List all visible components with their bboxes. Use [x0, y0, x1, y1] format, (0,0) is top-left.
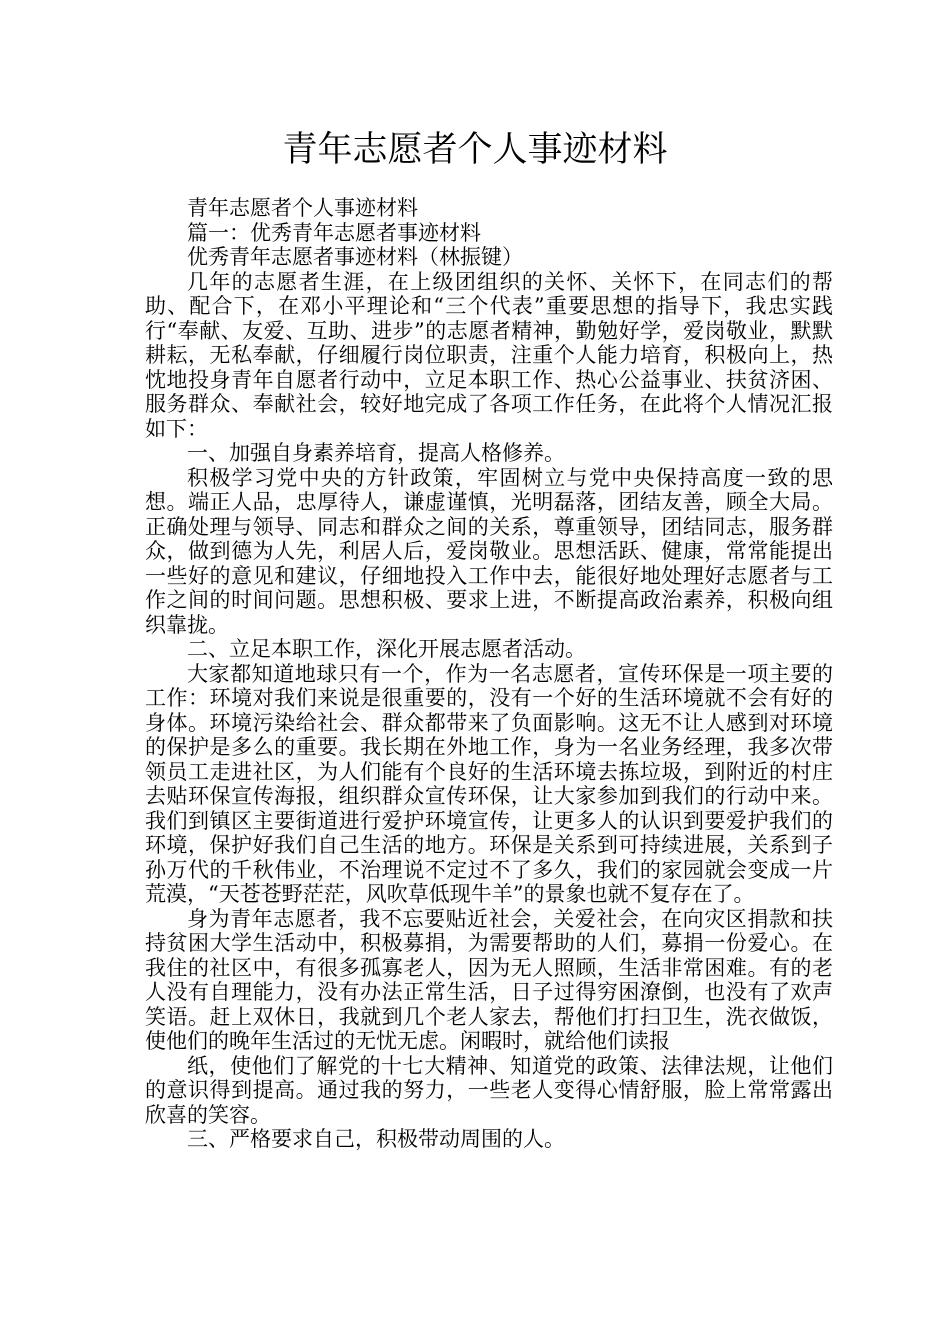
document-body [145, 196, 833, 1152]
section-heading-3: 三、严格要求自己，积极带动周围的人。 [187, 1127, 565, 1151]
paragraph-section-1: 积极学习党中央的方针政策，牢固树立与党中央保持高度一致的思想。端正人品，忠厚待人，谦虚谨慎，光明磊落，团结友善，顾全大局。正确处理与领导、同志和群众之间的关系，尊重领导，团结同志，服务群众，做到德为人先，利居人后，爱岗敬业。思想活跃、健康，常常能提出一些好的意见和建议，仔细地投入工作中去，能很好地处理好志愿者与工作之间的时间问题。思想积极、要求上进，不断提高政治素养，积极向组织靠拢。 [145, 465, 833, 637]
paragraph-section-2-community: 身为青年志愿者，我不忘要贴近社会，关爱社会，在向灾区捐款和扶持贫困大学生活动中，积极募捐，为需要帮助的人们，募捐一份爱心。在我住的社区中，有很多孤寡老人，因为无人照顾，生活非常困难。有的老人没有自理能力，没有办法正常生活，日子过得穷困潦倒，也没有了欢声笑语。赶上双休日，我就到几个老人家去，帮他们打扫卫生，洗衣做饭，使他们的晚年生活过的无忧无虑。闲暇时，就给他们读报 [145, 906, 833, 1053]
document-title: 青年志愿者个人事迹材料 [282, 130, 668, 170]
section-heading-2: 二、立足本职工作，深化开展志愿者活动。 [187, 637, 586, 661]
paragraph-subtitle: 青年志愿者个人事迹材料 [187, 196, 418, 220]
paragraph-section-2-environment: 大家都知道地球只有一个，作为一名志愿者，宣传环保是一项主要的工作：环境对我们来说是很重要的，没有一个好的生活环境就不会有好的身体。环境污染给社会、群众都带来了负面影响。这无不让人感到对环境的保护是多么的重要。我长期在外地工作，身为一名业务经理，我多次带领员工走进社区，为人们能有个良好的生活环境去拣垃圾，到附近的村庄去贴环保宣传海报，组织群众宣传环保，让大家参加到我们的行动中来。我们到镇区主要街道进行爱护环境宣传，让更多人的认识到要爱护我们的环境，保护好我们自己生活的地方。环保是关系到可持续进展，关系到子孙万代的千秋伟业，不治理说不定过不了多久，我们的家园就会变成一片荒漠，“天苍苍野茫茫，风吹草低现牛羊”的景象也就不复存在了。 [145, 661, 833, 906]
paragraph-chapter-heading: 篇一：优秀青年志愿者事迹材料 [187, 220, 481, 245]
paragraph-intro: 几年的志愿者生涯，在上级团组织的关怀、关怀下，在同志们的帮助、配合下，在邓小平理论和“三个代表”重要思想的指导下，我忠实践行“奉献、友爱、互助、进步”的志愿者精神，勤勉好学，爱岗敬业，默默耕耘，无私奉献，仔细履行岗位职责，注重个人能力培育，积极向上，热忱地投身青年自愿者行动中，立足本职工作、热心公益事业、扶贫济困、服务群众、奉献社会，较好地完成了各项工作任务，在此将个人情况汇报如下： [145, 269, 833, 441]
paragraph-section-2-continued: 纸，使他们了解党的十七大精神、知道党的政策、法律法规，让他们的意识得到提高。通过我的努力，一些老人变得心情舒服，脸上常常露出欣喜的笑容。 [145, 1053, 833, 1127]
section-heading-1: 一、加强自身素养培育，提高人格修养。 [187, 441, 565, 465]
paragraph-article-heading: 优秀青年志愿者事迹材料（林振键） [187, 245, 523, 269]
